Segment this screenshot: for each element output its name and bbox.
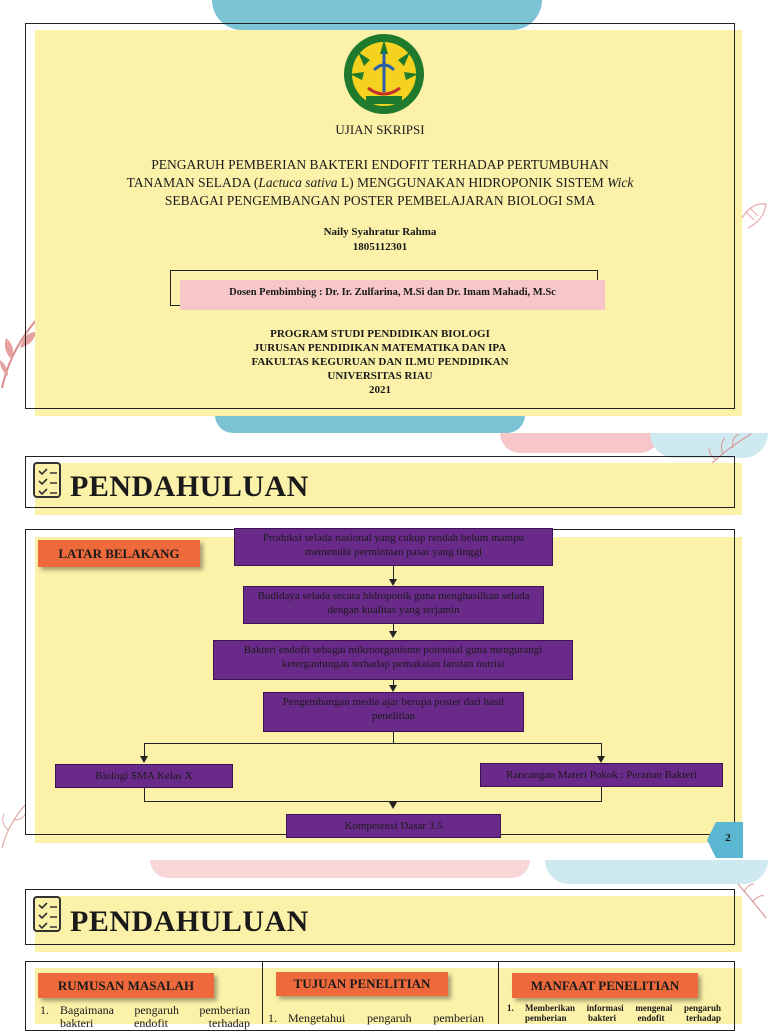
- flow-arrow: [140, 756, 148, 763]
- flow-box-material: Rancangan Materi Pokok : Peranan Bakteri: [480, 763, 723, 787]
- program-name: PROGRAM STUDI PENDIDIKAN BIOLOGI: [270, 328, 490, 340]
- flow-box-biology-class: Biologi SMA Kelas X: [55, 764, 233, 788]
- flow-arrow: [597, 756, 605, 763]
- col2-text: [268, 1012, 484, 1025]
- col3-line-1: Memberikan informasi mengenai pengaruh: [525, 1003, 721, 1013]
- col1-number: 1.: [40, 1003, 49, 1017]
- flow-arrow: [389, 631, 397, 638]
- checklist-icon: [32, 461, 64, 501]
- manfaat-penelitian-label: MANFAAT PENELITIAN: [512, 973, 698, 998]
- col2-number: 1.: [268, 1011, 277, 1025]
- col3-text: [507, 1003, 721, 1023]
- flow-connector: [144, 743, 145, 757]
- latar-belakang-label: LATAR BELAKANG: [38, 540, 200, 567]
- col1-text: [40, 1004, 250, 1030]
- student-id: 1805112301: [352, 241, 408, 253]
- title-text: L) MENGGUNAKAN HIDROPONIK SISTEM: [337, 175, 608, 190]
- title-line-2: [25, 174, 735, 192]
- department-name: JURUSAN PENDIDIKAN MATEMATIKA DAN IPA: [253, 342, 507, 354]
- author-name: Naily Syahratur Rahma: [323, 226, 437, 238]
- flow-connector: [601, 787, 602, 802]
- col1-line-1: Bagaimana pengaruh pemberian: [60, 1003, 250, 1017]
- faculty-name: FAKULTAS KEGURUAN DAN ILMU PENDIDIKAN: [251, 356, 509, 368]
- rumusan-masalah-label: RUMUSAN MASALAH: [38, 973, 214, 998]
- checklist-icon: [32, 895, 64, 935]
- flow-box-poster: Pengembangan media ajar berupa poster dari hasil penelitian: [263, 692, 524, 732]
- institution-block: [25, 327, 735, 397]
- flow-arrow: [389, 685, 397, 692]
- column-divider: [262, 961, 263, 1024]
- university-logo-icon: [338, 30, 430, 118]
- slide2-heading: PENDAHULUAN: [70, 470, 309, 503]
- column-divider: [498, 961, 499, 1024]
- col3-line-2: pemberian bakteri endofit terhadap: [525, 1013, 721, 1023]
- title-text: TANAMAN SELADA (: [126, 175, 259, 190]
- flow-box-hydroponic: Budidaya selada secara hidroponik guna menghasilkan selada dengan kualitas yang terjamin: [243, 586, 544, 624]
- tujuan-penelitian-label: TUJUAN PENELITIAN: [276, 972, 448, 996]
- decor-blob-bottom: [150, 860, 530, 878]
- slide3-heading: PENDAHULUAN: [70, 905, 309, 938]
- flow-box-production: Produksi selada nasional yang cukup rendah belum mampu memenuhi permintaan pasar yang tinggi: [234, 528, 553, 566]
- flow-connector: [144, 801, 602, 802]
- flow-arrow: [389, 802, 397, 809]
- thesis-title: [25, 156, 735, 210]
- col1-line-2: bakteri endofit terhadap: [60, 1016, 250, 1030]
- slide2-content-frame: [25, 529, 735, 835]
- flow-connector: [144, 743, 602, 744]
- leaf-outline-icon: [738, 198, 768, 238]
- university-name: UNIVERSITAS RIAU: [327, 370, 433, 382]
- flow-box-competency: Kompetensi Dasar 3.5: [286, 814, 501, 838]
- col2-line-1: Mengetahui pengaruh pemberian: [288, 1011, 484, 1025]
- flow-arrow: [389, 579, 397, 586]
- decor-blob-mid: [215, 415, 525, 433]
- col3-number: 1.: [507, 1003, 514, 1013]
- flow-connector: [144, 788, 145, 802]
- title-italic: Wick: [607, 175, 634, 190]
- exam-label: UJIAN SKRIPSI: [335, 122, 425, 137]
- decor-blob-pink: [500, 433, 660, 453]
- title-italic: Lactuca sativa: [258, 175, 338, 190]
- year: 2021: [369, 384, 391, 396]
- supervisor-label: Dosen Pembimbing : Dr. Ir. Zulfarina, M.Si dan Dr. Imam Mahadi, M.Sc: [180, 280, 605, 310]
- flow-box-endophyte: Bakteri endofit sebagai mikroorganisme potensial guna mengurangi ketergantungan terhadap pemakaian larutan nutrisi: [213, 640, 573, 680]
- title-line-3: SEBAGAI PENGEMBANGAN POSTER PEMBELAJARAN BIOLOGI SMA: [164, 193, 596, 208]
- flow-connector: [601, 743, 602, 757]
- page-number: 2: [725, 832, 731, 844]
- title-line-1: PENGARUH PEMBERIAN BAKTERI ENDOFIT TERHADAP PERTUMBUHAN: [151, 157, 609, 172]
- flow-connector: [393, 566, 394, 580]
